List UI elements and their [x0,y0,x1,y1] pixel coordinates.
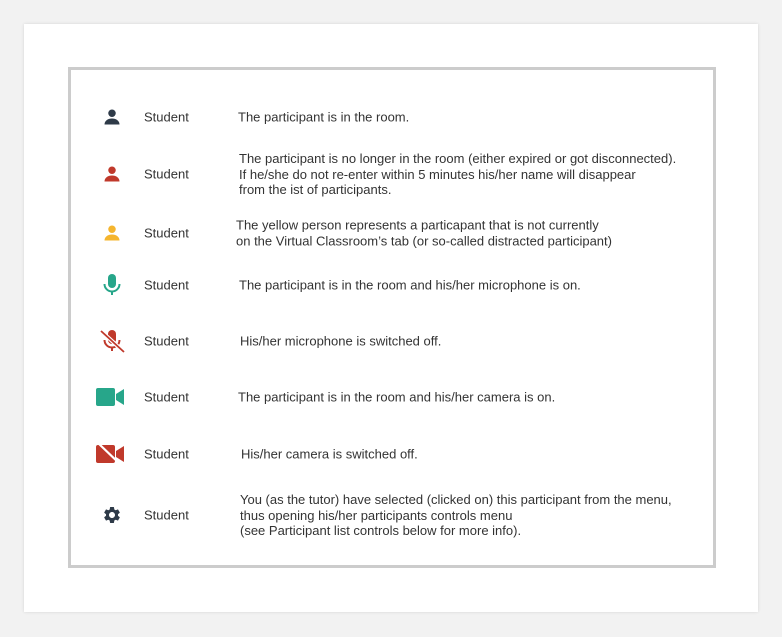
row-label: Student [144,225,189,241]
legend-row [71,216,713,250]
legend-row [71,270,713,300]
legend-row [71,149,713,199]
participant-icons-legend [68,67,716,568]
row-label: Student [144,277,189,293]
microphone-off-icon [98,327,126,355]
row-description: His/her microphone is switched off. [240,333,442,349]
person-yellow-icon [98,219,126,247]
row-label: Student [144,507,189,523]
row-description: You (as the tutor) have selected (clicked on) this participant from the menu, thus opening his/her participants controls menu (see Participant list controls below for more info). [240,491,672,538]
row-description: His/her camera is switched off. [241,446,418,462]
row-label: Student [144,333,189,349]
row-label: Student [144,446,189,462]
person-dark-icon [98,103,126,131]
legend-row [71,382,713,412]
row-label: Student [144,166,189,182]
legend-row [71,439,713,469]
legend-row [71,490,713,540]
legend-row [71,326,713,356]
row-description: The participant is no longer in the room (either expired or got disconnected). If he/she do not re-enter within 5 minutes his/her name will disappear from the ist of participants. [239,150,677,197]
row-description: The participant is in the room. [238,109,410,125]
microphone-on-icon [98,271,126,299]
row-description: The yellow person represents a particapant that is not currently on the Virtual Classroom’s tab (or so-called distracted participant) [236,217,612,248]
camera-on-icon [95,383,125,411]
gear-icon [98,501,126,529]
row-label: Student [144,389,189,405]
row-description: The participant is in the room and his/her camera is on. [238,389,556,405]
person-red-icon [98,160,126,188]
camera-off-icon [95,440,125,468]
legend-row [71,103,713,131]
row-label: Student [144,109,189,125]
row-description: The participant is in the room and his/her microphone is on. [239,277,581,293]
